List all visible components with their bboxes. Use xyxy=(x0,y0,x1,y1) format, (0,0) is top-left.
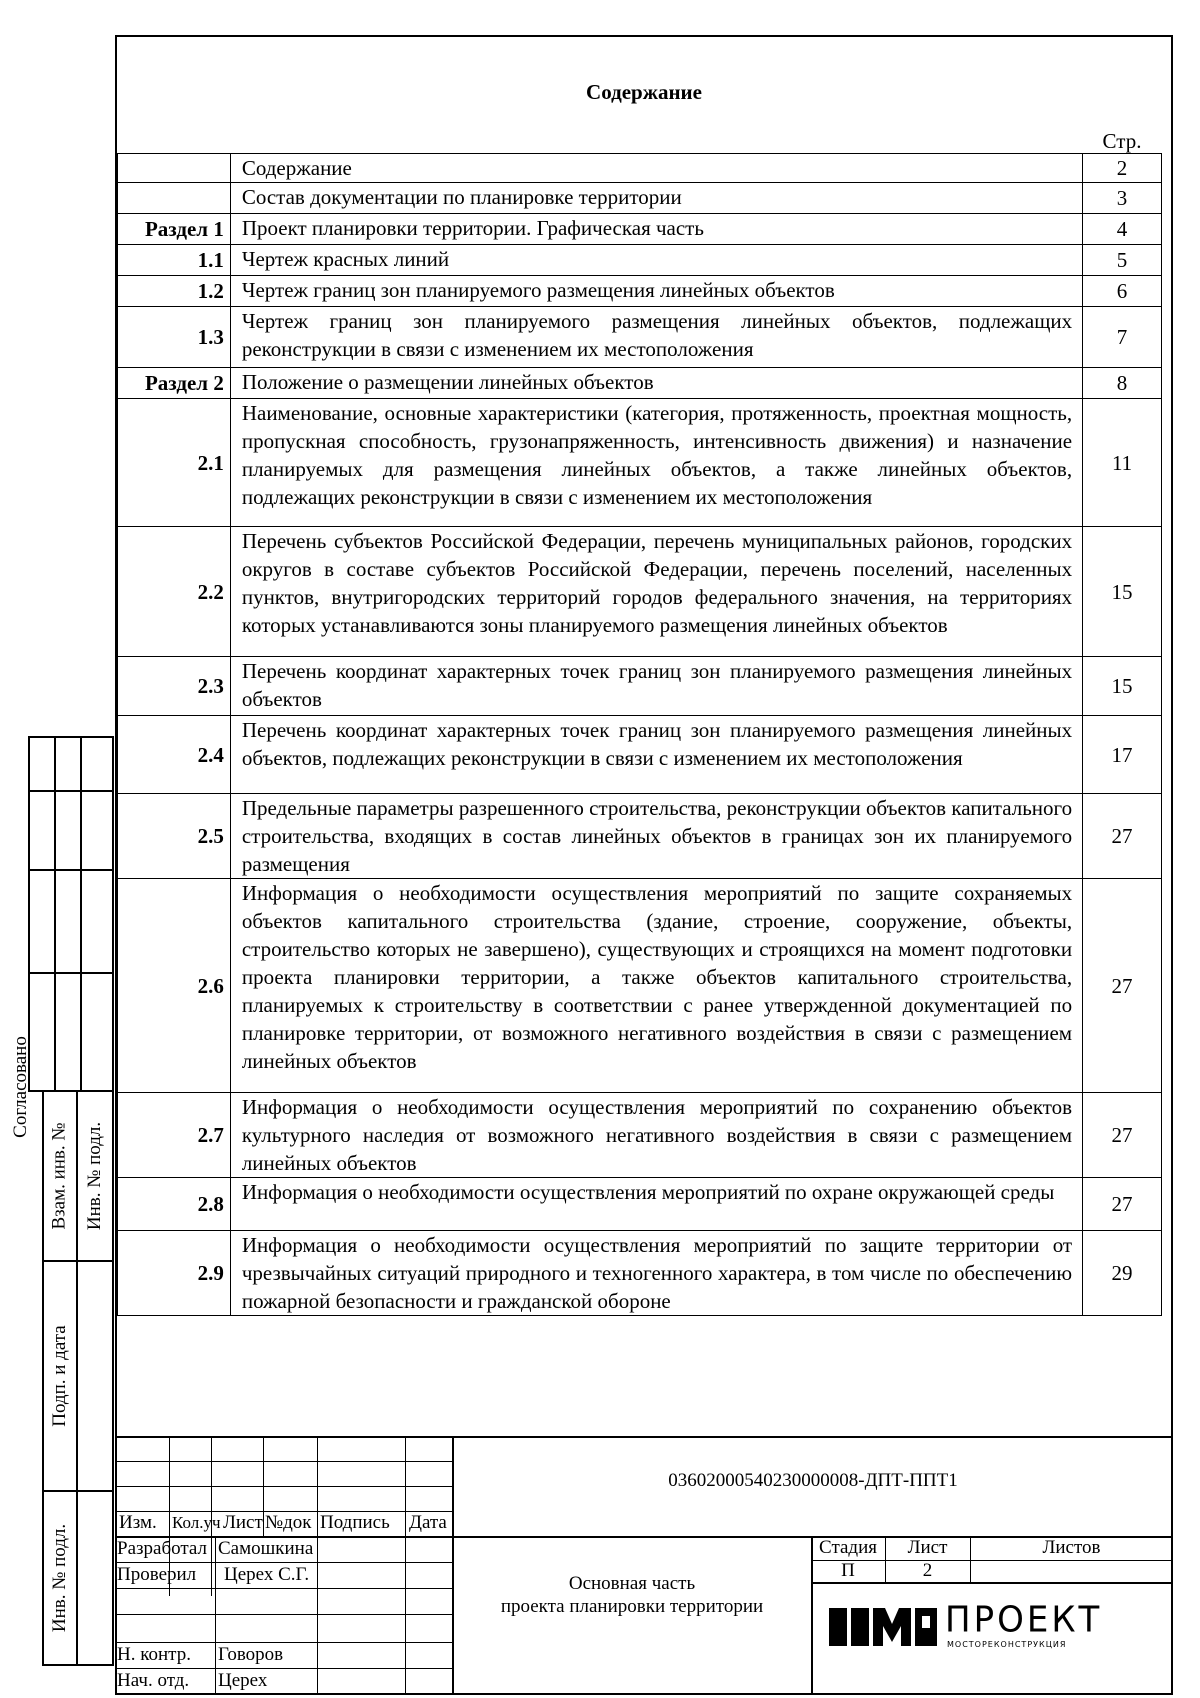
toc-section-number: 2.2 xyxy=(118,527,231,657)
stage-value: П xyxy=(841,1560,855,1581)
toc-section-number: 1.3 xyxy=(118,307,231,368)
toc-page-number: 27 xyxy=(1083,879,1162,1093)
stage-label: Стадия xyxy=(819,1537,877,1558)
toc-page-number: 27 xyxy=(1083,1093,1162,1178)
toc-row xyxy=(118,399,1162,527)
toc-section-number: 2.1 xyxy=(118,399,231,527)
toc-row xyxy=(118,716,1162,794)
toc-entry-title: Чертеж границ зон планируемого размещения линейных объектов, подлежащих реконструкции в связи с изменением их местоположения xyxy=(230,307,1082,368)
toc-section-number: 2.4 xyxy=(118,716,231,794)
toc-section-number: 2.3 xyxy=(118,657,231,716)
toc-entry-title: Проект планировки территории. Графическая часть xyxy=(230,214,1082,245)
toc-page-number: 11 xyxy=(1083,399,1162,527)
toc-section-number: 1.2 xyxy=(118,276,231,307)
toc-page-number: 27 xyxy=(1083,1178,1162,1231)
toc-page-number: 2 xyxy=(1083,154,1162,183)
toc-row xyxy=(118,794,1162,879)
inv-sub-label: Инв. № подл. xyxy=(84,1121,106,1231)
toc-section-number: 2.8 xyxy=(118,1178,231,1231)
toc-entry-title: Перечень субъектов Российской Федерации, перечень муниципальных районов, городских округов в составе субъектов Российской Федерации, перечень поселений, населенных пунктов, внутригородских территорий городов федерального значения, на территориях которых устанавливаются зоны планируемого размещения линейных объектов xyxy=(230,527,1082,657)
doc-name-line-1: Основная часть xyxy=(568,1573,696,1594)
contents-table-body xyxy=(118,154,1162,1316)
agreed-label: Согласовано xyxy=(10,1036,32,1138)
col-ndok: №док xyxy=(265,1512,312,1533)
toc-entry-title: Наименование, основные характеристики (категория, протяженность, проектная мощность, пропускная способность, грузонапряженность, интенсивность движения) и назначение планируемых для размещения линейных объектов, а также линейных объектов, подлежащих реконструкции в связи с изменением их местоположения xyxy=(230,399,1082,527)
toc-row xyxy=(118,214,1162,245)
role-dept-head: Нач. отд. xyxy=(117,1670,190,1691)
logo-subtext: МОСТОРЕКОНСТРУКЦИЯ xyxy=(947,1640,1067,1649)
toc-section-number: 2.9 xyxy=(118,1231,231,1316)
toc-entry-title: Положение о размещении линейных объектов xyxy=(230,368,1082,399)
sheet-value: 2 xyxy=(922,1560,933,1581)
sign-date-field xyxy=(76,1260,114,1492)
toc-page-number: 29 xyxy=(1083,1231,1162,1316)
sheets-label: Листов xyxy=(1042,1537,1101,1558)
name-dept-head: Церех xyxy=(218,1670,268,1691)
page-title: Содержание xyxy=(586,80,702,104)
toc-row xyxy=(118,245,1162,276)
toc-section-number: Раздел 2 xyxy=(118,368,231,399)
toc-page-number: 17 xyxy=(1083,716,1162,794)
interchange-inv-label: Взам. инв. № xyxy=(49,1122,71,1230)
toc-row xyxy=(118,183,1162,214)
toc-page-number: 3 xyxy=(1083,183,1162,214)
toc-section-number: 2.5 xyxy=(118,794,231,879)
contents-table xyxy=(117,153,1162,1316)
role-developed: Разработал xyxy=(117,1538,207,1559)
toc-entry-title: Содержание xyxy=(230,154,1082,183)
toc-page-number: 15 xyxy=(1083,527,1162,657)
toc-row xyxy=(118,527,1162,657)
name-checked: Церех С.Г. xyxy=(224,1564,310,1585)
toc-entry-title: Предельные параметры разрешенного строительства, реконструкции объектов капитального строительства, входящих в состав линейных объектов в границах зон их планируемого размещения xyxy=(230,794,1082,879)
toc-entry-title: Чертеж границ зон планируемого размещения линейных объектов xyxy=(230,276,1082,307)
title-block xyxy=(115,1436,1173,1695)
toc-row xyxy=(118,276,1162,307)
side-stamp xyxy=(10,802,114,1666)
toc-section-number: Раздел 1 xyxy=(118,214,231,245)
toc-entry-title: Информация о необходимости осуществления мероприятий по защите территории от чрезвычайных ситуаций природного и техногенного характера, в том числе по обеспечению пожарной безопасности и гражданской обороне xyxy=(230,1231,1082,1316)
col-izm: Изм. xyxy=(119,1512,157,1533)
name-developed: Самошкина xyxy=(218,1538,314,1559)
col-data: Дата xyxy=(409,1512,447,1533)
toc-section-number: 2.7 xyxy=(118,1093,231,1178)
name-norm-control: Говоров xyxy=(218,1644,284,1665)
toc-page-number: 15 xyxy=(1083,657,1162,716)
sheet-label: Лист xyxy=(907,1537,948,1558)
doc-name-line-2: проекта планировки территории xyxy=(500,1596,764,1617)
toc-section-number xyxy=(118,154,231,183)
toc-section-number: 1.1 xyxy=(118,245,231,276)
col-list: Лист xyxy=(223,1512,263,1533)
col-podpis: Подпись xyxy=(320,1512,390,1533)
inv-orig-label: Инв. № подл. xyxy=(49,1523,71,1633)
toc-row xyxy=(118,1178,1162,1231)
toc-entry-title: Информация о необходимости осуществления мероприятий по защите сохраняемых объектов капитального строительства (здание, строение, сооружение, объекты, строительство которых не завершено), существующих и строящихся на момент подготовки проекта планировки территории, а также объектов капитального строительства, планируемых к строительству в соответствии с ранее утвержденной документацией по планировке территории, от возможного негативного воздействия в связи с размещением линейных объектов xyxy=(230,879,1082,1093)
toc-page-number: 4 xyxy=(1083,214,1162,245)
toc-row xyxy=(118,1093,1162,1178)
toc-page-number: 5 xyxy=(1083,245,1162,276)
company-logo xyxy=(829,1599,1159,1654)
toc-section-number: 2.6 xyxy=(118,879,231,1093)
page-column-label: Стр. xyxy=(1102,129,1142,153)
role-norm-control: Н. контр. xyxy=(117,1644,191,1665)
toc-row xyxy=(118,1231,1162,1316)
toc-entry-title: Состав документации по планировке территории xyxy=(230,183,1082,214)
toc-entry-title: Информация о необходимости осуществления мероприятий по охране окружающей среды xyxy=(230,1178,1082,1231)
toc-page-number: 8 xyxy=(1083,368,1162,399)
toc-entry-title: Перечень координат характерных точек границ зон планируемого размещения линейных объектов xyxy=(230,657,1082,716)
toc-entry-title: Перечень координат характерных точек границ зон планируемого размещения линейных объектов, подлежащих реконструкции в связи с изменением их местоположения xyxy=(230,716,1082,794)
toc-row xyxy=(118,368,1162,399)
sign-date-label: Подп. и дата xyxy=(49,1325,71,1427)
toc-entry-title: Информация о необходимости осуществления мероприятий по сохранению объектов культурного наследия от возможного негативного воздействия в связи с размещением линейных объектов xyxy=(230,1093,1082,1178)
toc-page-number: 27 xyxy=(1083,794,1162,879)
toc-page-number: 6 xyxy=(1083,276,1162,307)
col-kol: Кол.уч xyxy=(172,1513,221,1532)
toc-row xyxy=(118,307,1162,368)
inv-orig-field xyxy=(76,1490,114,1666)
role-checked: Проверил xyxy=(117,1564,197,1585)
toc-row xyxy=(118,657,1162,716)
toc-entry-title: Чертеж красных линий xyxy=(230,245,1082,276)
toc-section-number xyxy=(118,183,231,214)
toc-row xyxy=(118,154,1162,183)
logo-mark xyxy=(829,1604,939,1650)
document-code: 03602000540230000008-ДПТ-ППТ1 xyxy=(668,1470,958,1491)
toc-row xyxy=(118,879,1162,1093)
toc-page-number: 7 xyxy=(1083,307,1162,368)
logo-text: ПРОЕКТ xyxy=(945,1599,1103,1641)
